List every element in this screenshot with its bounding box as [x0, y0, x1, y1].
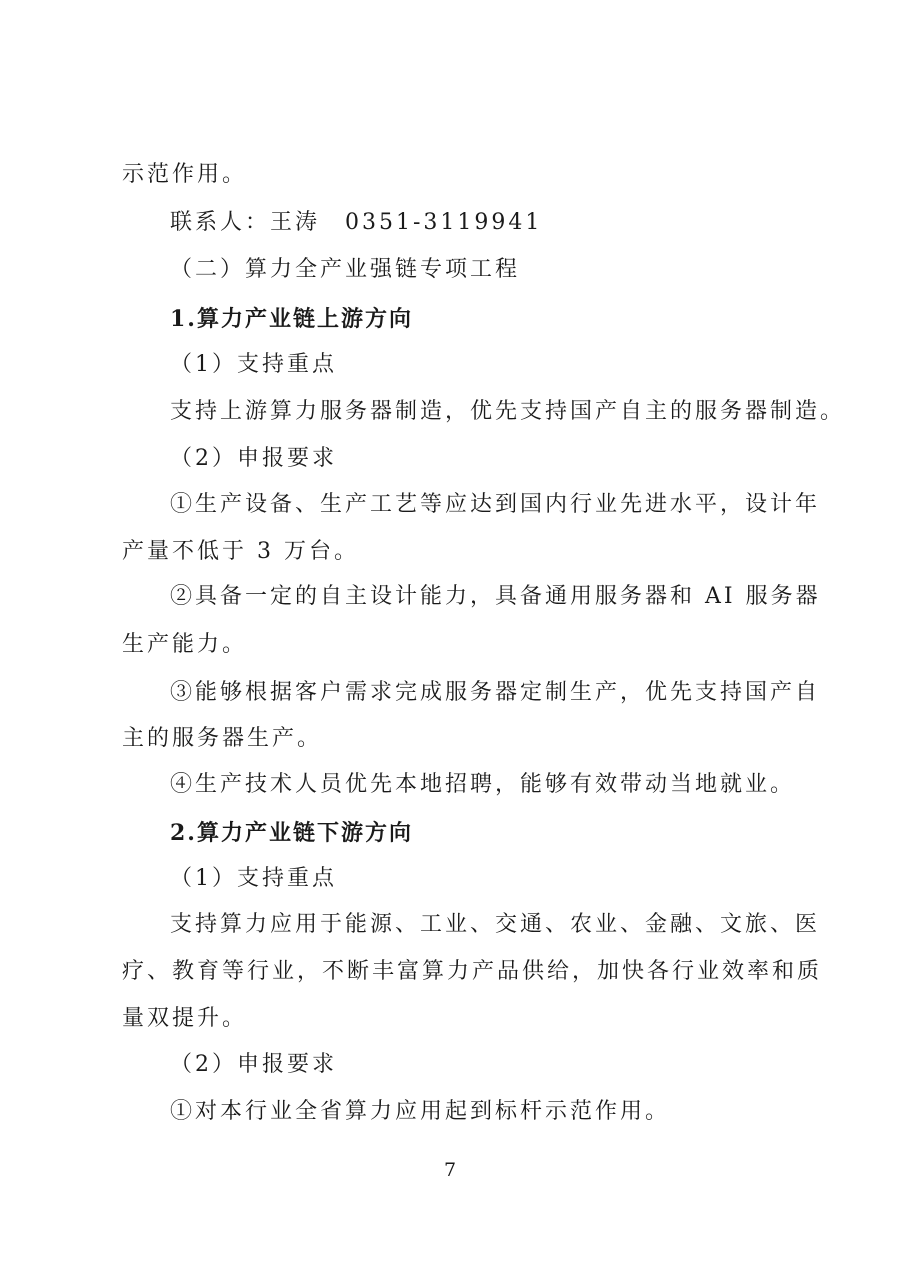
- item-heading-requirements-2: （2）申报要求: [170, 1052, 337, 1077]
- requirement-2-line-1: ②具备一定的自主设计能力，具备通用服务器和 AI 服务器: [170, 584, 821, 609]
- subsection-heading-downstream: 2.算力产业链下游方向: [170, 820, 413, 846]
- requirement-1-downstream: ①对本行业全省算力应用起到标杆示范作用。: [170, 1099, 671, 1124]
- requirement-3-line-1: ③能够根据客户需求完成服务器定制生产，优先支持国产自: [170, 680, 821, 705]
- paragraph-line-3: 量双提升。: [122, 1006, 248, 1031]
- section-heading: （二）算力全产业强链专项工程: [170, 257, 521, 282]
- requirement-1-line-1: ①生产设备、生产工艺等应达到国内行业先进水平，设计年: [170, 492, 821, 517]
- paragraph-line-2: 疗、教育等行业，不断丰富算力产品供给，加快各行业效率和质: [122, 959, 823, 984]
- subsection-heading-upstream: 1.算力产业链上游方向: [170, 306, 413, 332]
- requirement-2-line-2: 生产能力。: [122, 632, 248, 657]
- requirement-1-line-2: 产量不低于 3 万台。: [122, 539, 359, 564]
- item-heading-support-focus: （1）支持重点: [170, 352, 337, 377]
- paragraph-line-1: 支持算力应用于能源、工业、交通、农业、金融、文旅、医: [170, 912, 821, 937]
- text-line-1: 示范作用。: [122, 162, 248, 187]
- item-heading-support-focus-2: （1）支持重点: [170, 866, 337, 891]
- paragraph-line: 支持上游算力服务器制造，优先支持国产自主的服务器制造。: [170, 399, 846, 424]
- requirement-4-line: ④生产技术人员优先本地招聘，能够有效带动当地就业。: [170, 772, 796, 797]
- page-number: 7: [443, 1159, 457, 1181]
- contact-line: 联系人：王涛 0351-3119941: [170, 210, 543, 235]
- requirement-3-line-2: 主的服务器生产。: [122, 726, 323, 751]
- item-heading-requirements: （2）申报要求: [170, 446, 337, 471]
